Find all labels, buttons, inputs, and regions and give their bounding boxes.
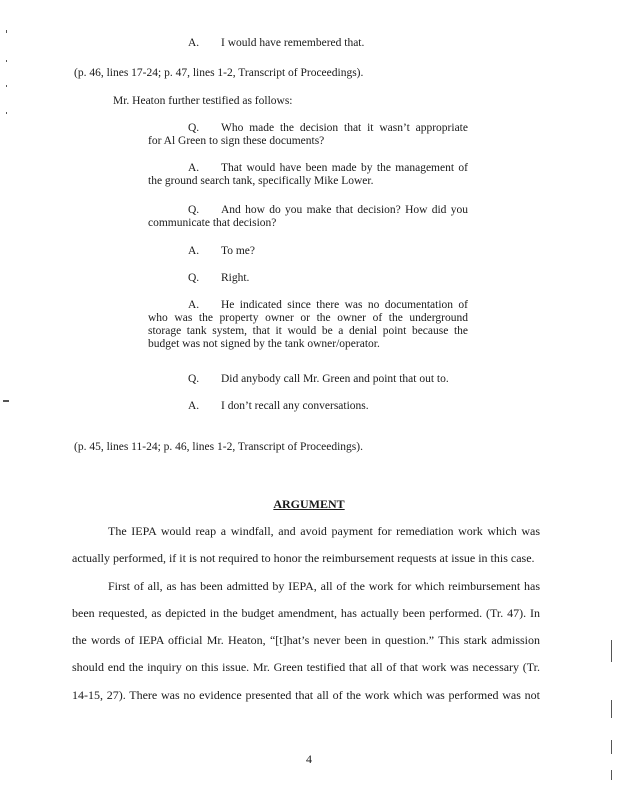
section-heading: ARGUMENT xyxy=(273,497,345,511)
qa-text: And how do you make that decision? How did you communicate that decision? xyxy=(148,204,468,229)
qa-label: Q. xyxy=(188,204,200,216)
qa-label: Q. xyxy=(188,272,200,284)
scan-mark xyxy=(6,60,7,62)
qa-text: Did anybody call Mr. Green and point that out to. xyxy=(221,373,449,385)
scan-mark xyxy=(6,30,7,33)
body-text-line: 14-15, 27). There was no evidence presented that all of the work which was performed was not xyxy=(72,688,540,702)
qa-label: Q. xyxy=(188,373,200,385)
qa-label: Q. xyxy=(188,122,200,134)
scan-mark xyxy=(611,700,612,718)
body-text-line: The IEPA would reap a windfall, and avoid payment for remediation work which was xyxy=(108,524,540,538)
scan-mark xyxy=(3,400,9,402)
qa-label: A. xyxy=(188,37,200,49)
scan-mark xyxy=(6,85,7,87)
qa-label: A. xyxy=(188,245,200,257)
qa-text: He indicated since there was no documentation of who was the property owner or the owner of the underground storage tank system, that it would be a denial point because the budget was not signed by the tank owner/operator. xyxy=(148,299,468,350)
body-text-line: should end the inquiry on this issue. Mr. Green testified that all of that work was necessary (Tr. xyxy=(72,660,540,674)
page-number: 4 xyxy=(306,752,312,766)
body-text-line: First of all, as has been admitted by IEPA, all of the work for which reimbursement has xyxy=(108,579,540,593)
qa-text: Who made the decision that it wasn’t appropriate for Al Green to sign these documents? xyxy=(148,122,468,147)
qa-text: That would have been made by the management of the ground search tank, specifically Mike Lower. xyxy=(148,162,468,187)
qa-text: I would have remembered that. xyxy=(221,37,365,49)
testimony-intro: Mr. Heaton further testified as follows: xyxy=(113,95,293,107)
scan-mark xyxy=(611,770,612,780)
qa-label: A. xyxy=(188,400,200,412)
scan-mark xyxy=(611,740,612,754)
qa-label: A. xyxy=(188,162,200,174)
scan-mark xyxy=(611,640,612,662)
body-text-line: actually performed, if it is not required to honor the reimbursement requests at issue in this case. xyxy=(72,551,535,565)
body-text-line: been requested, as depicted in the budget amendment, has actually been performed. (Tr. 47). In xyxy=(72,606,540,620)
qa-label: A. xyxy=(188,299,200,311)
citation: (p. 45, lines 11-24; p. 46, lines 1-2, Transcript of Proceedings). xyxy=(74,441,363,453)
qa-text: To me? xyxy=(221,245,256,257)
citation: (p. 46, lines 17-24; p. 47, lines 1-2, Transcript of Proceedings). xyxy=(74,67,364,79)
qa-text: Right. xyxy=(221,272,250,284)
qa-text: I don’t recall any conversations. xyxy=(221,400,369,412)
body-text-line: the words of IEPA official Mr. Heaton, “[t]hat’s never been in question.” This stark admission xyxy=(72,633,540,647)
scan-mark xyxy=(6,112,7,114)
